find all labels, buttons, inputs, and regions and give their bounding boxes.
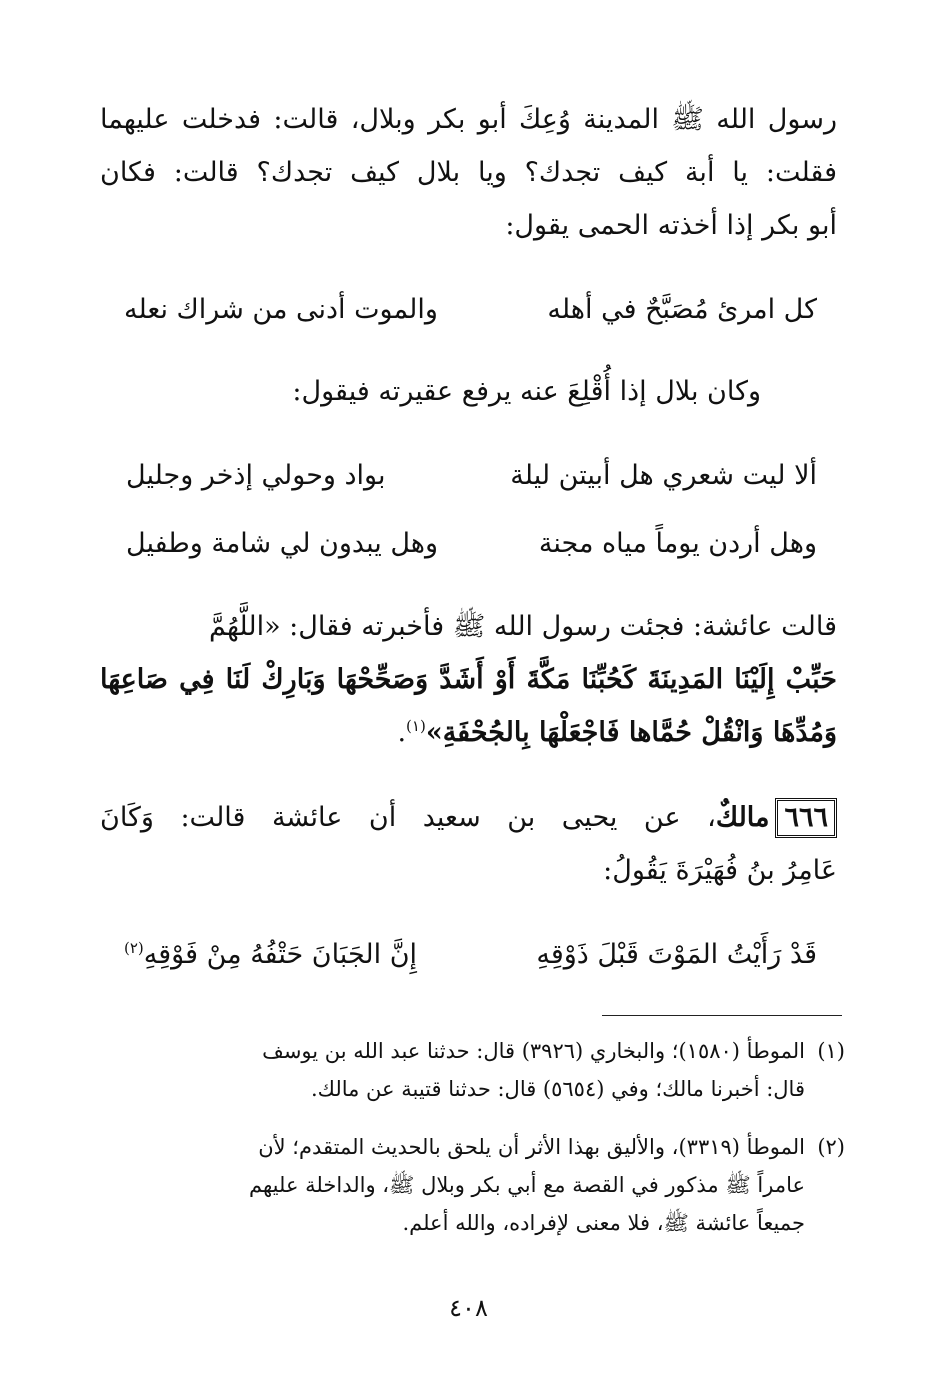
verse3-left-hemistich: وهل يبدون لي شامة وطفيل xyxy=(126,528,439,559)
verse2-right-hemistich: ألا ليت شعري هل أبيتن ليلة xyxy=(510,460,817,491)
paragraph2-end-mark: . xyxy=(397,717,407,748)
prayer-quote-end: وَمُدِّهَا وَانْقُلْ حُمَّاها فَاجْعَلْهَا بِالجُحْفَةِ» xyxy=(425,717,837,748)
paragraph2-line3 xyxy=(397,713,837,753)
footnote-1-line1 xyxy=(100,1032,845,1070)
bilal-intro-line: وكان بلال إذا أُقْلِعَ عنه يرفع عقيرته فيقول: xyxy=(292,376,761,407)
footnote-1-line2: قال: أخبرنا مالك؛ وفي (٥٦٥٤) قال: حدثنا قتيبة عن مالك. xyxy=(310,1077,805,1101)
paragraph1-line3: أبو بكر إذا أخذته الحمى يقول: xyxy=(505,210,837,241)
footnote-ref-2[interactable]: (٢) xyxy=(124,939,144,957)
footnote-1 xyxy=(100,1032,845,1108)
verse4-right-hemistich: قَدْ رَأَيْتُ المَوْتَ قَبْلَ ذَوْقِهِ xyxy=(536,939,817,970)
footnote-2-line1 xyxy=(100,1128,845,1166)
footnote-2 xyxy=(100,1128,845,1242)
verse4-left-text: إِنَّ الجَبَانَ حَتْفُهُ مِنْ فَوْقِهِ xyxy=(143,939,418,970)
hadith-666-line1-rest: ، عن يحيى بن سعيد أن عائشة قالت: وَكَانَ xyxy=(100,802,716,833)
verse2-left-hemistich: بواد وحولي إذخر وجليل xyxy=(126,460,386,491)
verse1-right-hemistich: كل امرئ مُصَبَّحٌ في أهله xyxy=(547,294,817,325)
footnote-1-line1-text: الموطأ (١٥٨٠)؛ والبخاري (٣٩٢٦) قال: حدثنا عبد الله بن يوسف xyxy=(262,1039,805,1063)
verse1-left-hemistich: والموت أدنى من شراك نعله xyxy=(124,294,438,325)
footnote-ref-1[interactable]: (١) xyxy=(406,717,426,735)
verse4-left-hemistich xyxy=(124,935,417,975)
hadith-666-line1 xyxy=(100,798,837,838)
footnote-2-line2: عامراً ﷺ مذكور في القصة مع أبي بكر وبلال ﷺ، والداخلة عليهم xyxy=(249,1173,805,1197)
paragraph2-line2: حَبِّبْ إِلَيْنَا المَدِينَةَ كَحُبِّنَا مَكَّةَ أَوْ أَشَدَّ وَصَحِّحْهَا وَبَارِكْ لَنَا فِي صَاعِهَا xyxy=(100,664,837,695)
paragraph1-line1: رسول الله ﷺ المدينة وُعِكَ أبو بكر وبلال، قالت: فدخلت عليهما xyxy=(100,104,837,135)
hadith-narrator: مالكٌ xyxy=(715,802,770,833)
verse3-right-hemistich: وهل أردن يوماً مياه مجنة xyxy=(538,528,817,559)
footnote-1-number: (١) xyxy=(817,1039,845,1063)
footnote-2-line3: جميعاً عائشة ﷺ، فلا معنى لإفراده، والله أعلم. xyxy=(402,1211,805,1235)
footnote-2-number: (٢) xyxy=(817,1135,845,1159)
footnote-2-line1-text: الموطأ (٣٣١٩)، والأليق بهذا الأثر أن يلحق بالحديث المتقدم؛ لأن xyxy=(258,1135,805,1159)
hadith-number-badge: ٦٦٦ xyxy=(775,798,837,838)
paragraph2-line1 xyxy=(100,607,837,647)
paragraph1-line2: فقلت: يا أبة كيف تجدك؟ ويا بلال كيف تجدك؟ قالت: فكان xyxy=(100,157,837,188)
paragraph2-line1-text: قالت عائشة: فجئت رسول الله ﷺ فأخبرته فقال: «اللَّهُمَّ xyxy=(209,611,837,642)
page-number: ٤٠٨ xyxy=(449,1294,488,1322)
footnote-separator xyxy=(602,1015,842,1016)
hadith-666-line2: عَامِرُ بنُ فُهَيْرَةَ يَقُولُ: xyxy=(603,855,837,886)
